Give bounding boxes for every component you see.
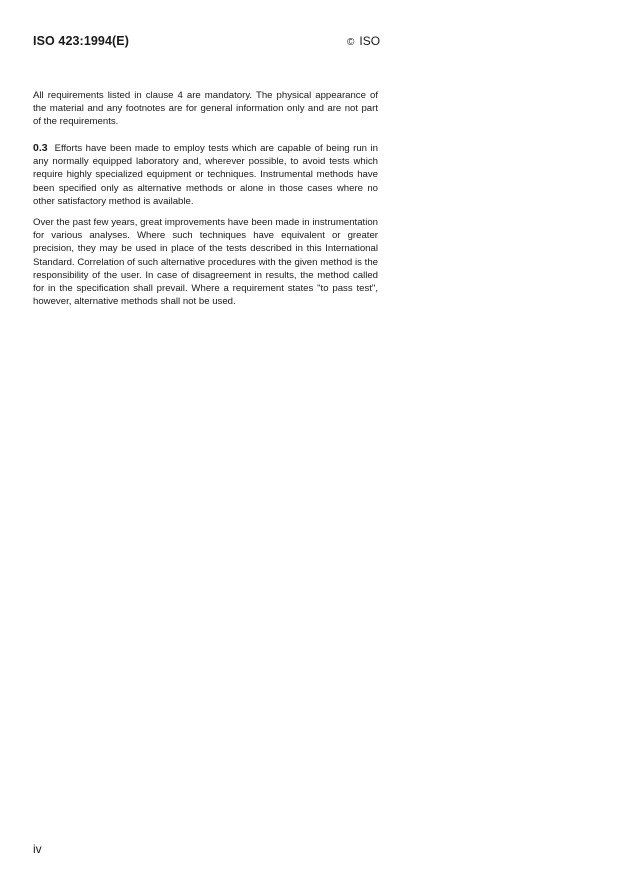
paragraph-clause-0-3 [33, 142, 378, 208]
paragraph-instrumentation [33, 216, 378, 308]
document-identifier: ISO 423:1994(E) [33, 34, 129, 48]
paragraph-text: Over the past few years, great improvements have been made in instrumentation for various analyses. Where such techniques have equivalent or greater precision, they may be used in place of the tests described in this International Standard. Correlation of such alternative procedures with the given method is the responsibility of the user. In case of disagreement in results, the method called for in the specification shall prevail. Where a requirement states "to pass test", however, alternative methods shall not be used. [33, 217, 378, 308]
page-number: iv [33, 842, 42, 856]
copyright-notice [347, 34, 380, 48]
copyright-icon: © [347, 37, 355, 48]
paragraph-text: All requirements listed in clause 4 are mandatory. The physical appearance of the material and any footnotes are for general information only and are not part of the requirements. [33, 90, 378, 128]
clause-number: 0.3 [33, 142, 48, 154]
publisher-name: ISO [359, 34, 381, 48]
paragraph-requirements-note [33, 89, 378, 129]
paragraph-text: Efforts have been made to employ tests which are capable of being run in any normally equipped laboratory and, wherever possible, to avoid tests which require highly specialized equipment or techniques. Instrumental methods have been specified only as alternative methods or alone in those cases where no other satisfactory method is available. [33, 143, 378, 207]
